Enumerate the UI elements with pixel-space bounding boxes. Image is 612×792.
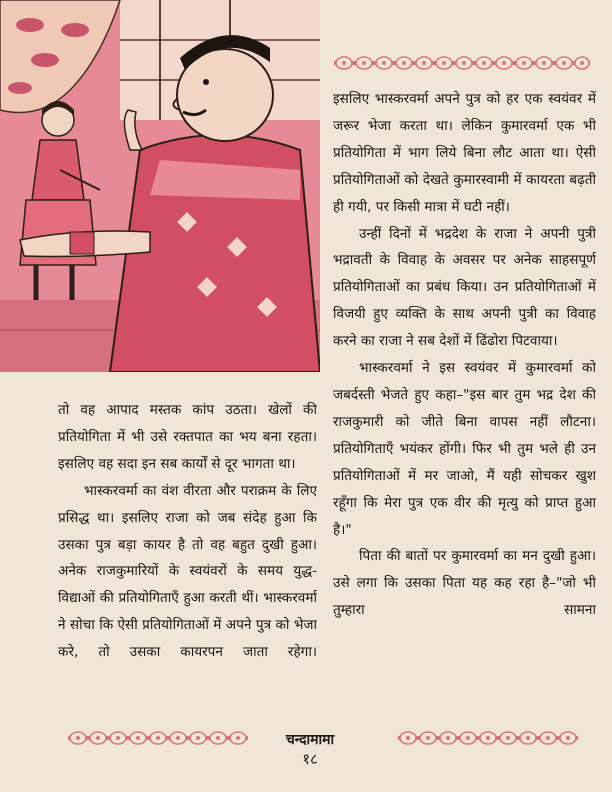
page-number: १८	[302, 750, 318, 768]
magazine-title: चन्दामामा	[285, 732, 335, 748]
paragraph: उन्हीं दिनों में भद्रदेश के राजा ने अपनी पुत्री भद्रावती के विवाह के अवसर पर अनेक साहसपूर्ण प्रतियोगिताओं का प्रबंध किया। उन प्रतियोगिताओं में विजयी हुए व्यक्ति के साथ अपनी पुत्री का विवाह करने का राजा ने सब देशों में ढिंढोरा पिटवाया।	[333, 225, 596, 350]
paragraph: भास्करवर्मा का वंश वीरता और पराक्रम के लिए प्रसिद्ध था। इसलिए राजा को जब संदेह हुआ कि उसका पुत्र बड़ा कायर है तो वह बहुत दुखी हुआ। अनेक राजकुमारियों के स्वयंवरों के समय युद्ध-विद्याओं की प्रतियोगिताएँ हुआ करती थीं। भास्करवर्मा ने सोचा कि ऐसी प्रतियोगिताओं में अपने पुत्र को भेजा करे, तो उसका कायरपन जाता रहेगा।	[58, 482, 317, 661]
paragraph: इसलिए भास्करवर्मा अपने पुत्र को हर एक स्वयंवर में जरूर भेजा करता था। लेकिन कुमारवर्मा एक भी प्रतियोगिता में भाग लिये बिना लौट आता था। ऐसी प्रतियोगिताओं को देखते कुमारस्वामी में कायरता बढ़ती ही गयी, पर किसी मात्रा में घटी नहीं।	[333, 91, 596, 215]
paragraph: भास्करवर्मा ने इस स्वयंवर में कुमारवर्मा को जबर्दस्ती भेजते हुए कहा–"इस बार तुम भद्र देश की राजकुमारी को जीते बिना वापस नहीं लौटना। प्रतियोगिताएँ भयंकर होंगी। फिर भी तुम भले ही उन प्रतियोगिताओं में मर जाओ, मैं यही सोचकर खुश रहूँगा कि मेरा पुत्र एक वीर की मृत्यु को प्राप्त हुआ है।"	[333, 360, 596, 538]
text-column-right	[333, 86, 596, 722]
border-ornament-bottom-left	[68, 729, 248, 747]
border-ornament-top	[334, 54, 590, 72]
illustration-king-and-prince	[0, 0, 320, 372]
paragraph: पिता की बातों पर कुमारवर्मा का मन दुखी हुआ। उसे लगा कि उसका पिता यह कह रहा है–"जो भी तुम्हारा सामना	[333, 548, 596, 619]
text-column-left	[58, 397, 317, 722]
border-ornament-bottom-right	[398, 729, 578, 747]
illustration-artwork	[0, 0, 320, 372]
paragraph: तो वह आपाद मस्तक कांप उठता। खेलों की प्रतियोगिता में भी उसे रक्तपात का भय बना रहता। इसलिए वह सदा इन सब कार्यों से दूर भागता था।	[58, 402, 317, 472]
